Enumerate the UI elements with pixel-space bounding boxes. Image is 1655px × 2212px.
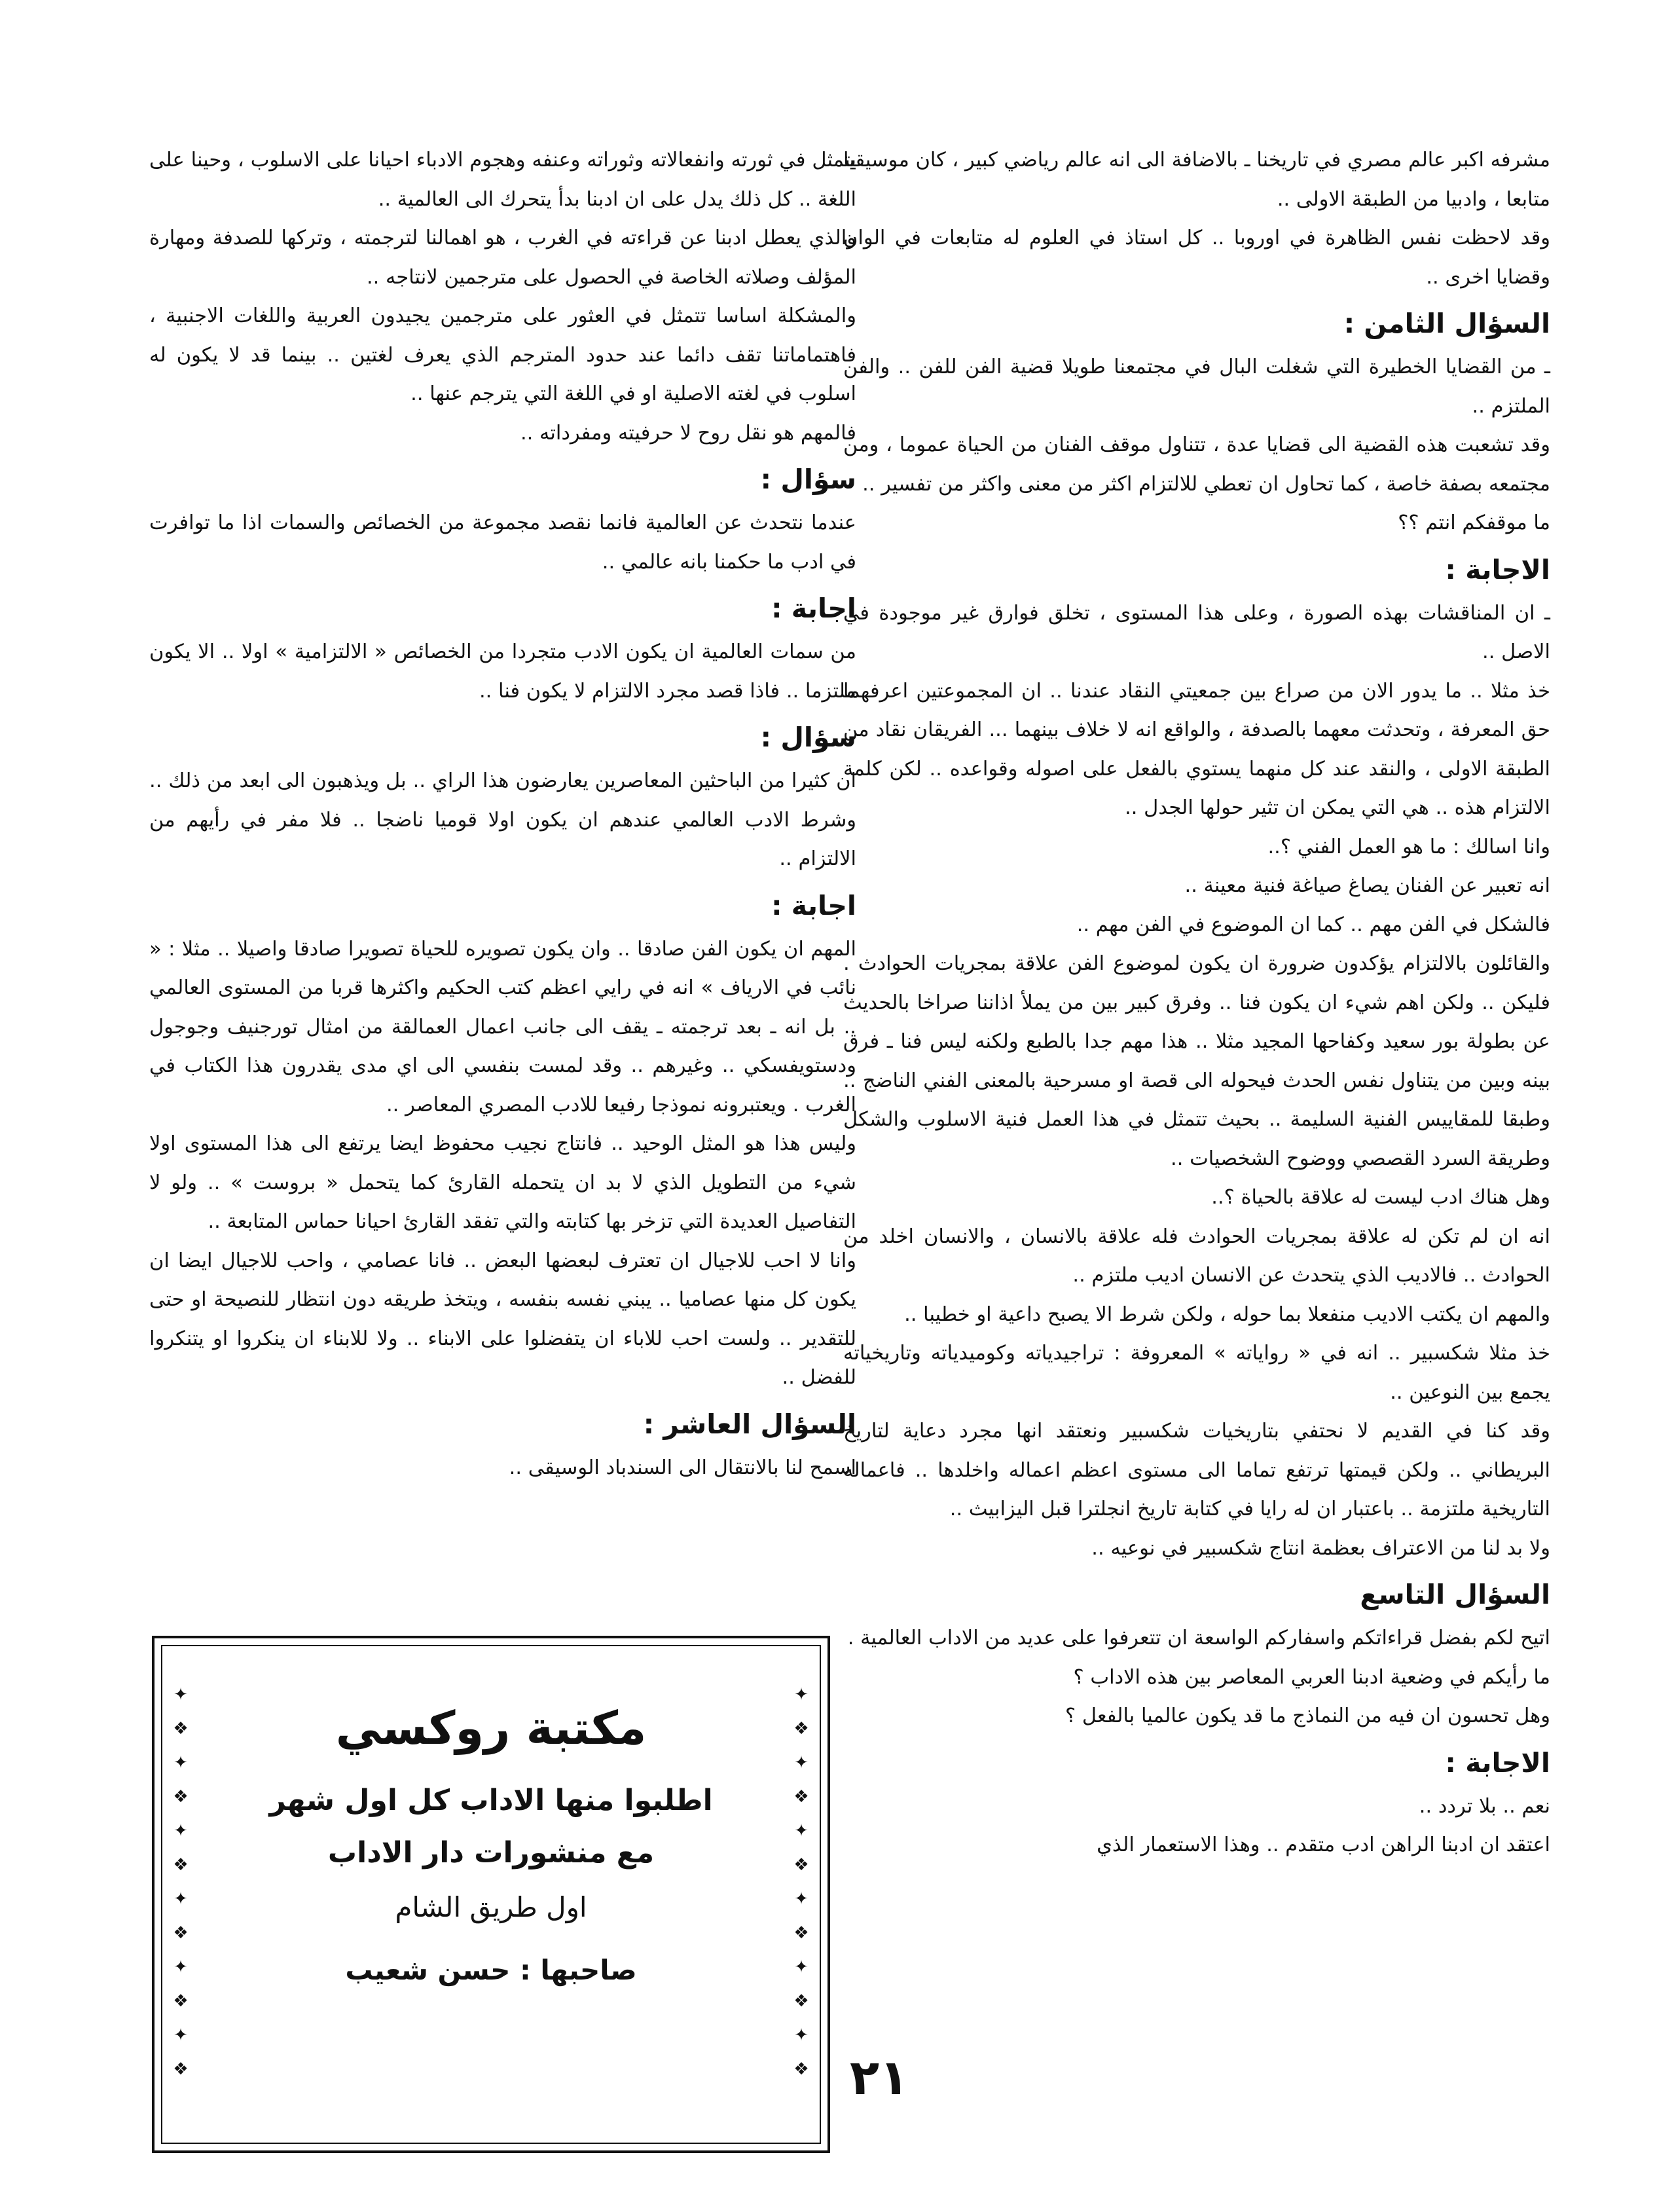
paragraph: خذ مثلا .. ما يدور الان من صراع بين جمعيتي النقاد عندنا .. ان المجموعتين اعرفهما حق المعرفة ، وتحدثت معهما بالصدفة ، والواقع انه لا خلاف بينهما ... الفريقان نقاد من الطبقة الاولى ، والنقد عند كل منهما يستوي بالفعل على اصوله وقواعده .. لكن كلمة الالتزام هذه .. هي التي يمكن ان تثير حولها الجدل .. <box>843 679 1550 819</box>
paragraph: اتيح لكم بفضل قراءاتكم واسفاركم الواسعة ان تتعرفوا على عديد من الاداب العالمية . <box>847 1627 1550 1650</box>
ad-line-3: اول طريق الشام <box>395 1891 587 1923</box>
paragraph: فالمهم هو نقل روح لا حرفيته ومفرداته .. <box>520 421 856 445</box>
paragraph: انه تعبير عن الفنان يصاغ صياغة فنية معينة .. <box>1184 874 1550 897</box>
page-number: ٢١ <box>850 2050 909 2106</box>
section-heading: اجابة : <box>771 889 856 921</box>
ornament-border-left: ✦ ❖ ✦ ❖ ✦ ❖ ✦ ❖ ✦ ❖ ✦ ❖ <box>173 1685 189 2079</box>
paragraph: وهل هناك ادب ليست له علاقة بالحياة ؟.. <box>1211 1186 1550 1209</box>
section-heading: السؤال الثامن : <box>1343 308 1550 339</box>
section-heading: السؤال التاسع <box>1360 1579 1550 1610</box>
section-heading: الاجابة : <box>1445 1746 1550 1779</box>
right-column <box>843 141 1550 1865</box>
paragraph: وانا اسالك : ما هو العمل الفني ؟.. <box>1267 835 1550 858</box>
section-heading: سؤال : <box>760 722 856 753</box>
paragraph: مشرفه اكبر عالم مصري في تاريخنا ـ بالاضافة الى انه عالم رياضي كبير ، كان موسيقيا متابعا ، وادبيا من الطبقة الاولى .. <box>843 149 1550 211</box>
advertisement-inner-frame <box>161 1645 821 2144</box>
paragraph: عندما نتحدث عن العالمية فانما نقصد مجموعة من الخصائص والسمات اذا ما توافرت في ادب ما حكمنا بانه عالمي .. <box>149 511 856 574</box>
ornament-border-right: ✦ ❖ ✦ ❖ ✦ ❖ ✦ ❖ ✦ ❖ ✦ ❖ <box>793 1685 809 2079</box>
section-heading: اجابة : <box>771 593 856 624</box>
ad-line-1: اطلبوا منها الاداب كل اول شهر <box>269 1784 713 1817</box>
ad-line-2: مع منشورات دار الاداب <box>327 1836 655 1870</box>
paragraph: ما رأيكم في وضعية ادبنا العربي المعاصر بين هذه الاداب ؟ <box>1073 1665 1550 1689</box>
paragraph: نعم .. بلا تردد .. <box>1419 1794 1550 1818</box>
paragraph: ان كثيرا من الباحثين المعاصرين يعارضون هذا الراي .. بل ويذهبون الى ابعد من ذلك .. وشرط الادب العالمي عندهم ان يكون اولا قوميا ناضجا .. فلا مفر في رأيهم من الالتزام .. <box>149 769 856 870</box>
paragraph: خذ مثلا شكسبير .. انه في « رواياته » المعروفة : تراجيدياته وكوميدياته وتاريخياته يجمع بين النوعين .. <box>843 1342 1550 1404</box>
section-heading: الاجابة : <box>1445 553 1550 585</box>
paragraph: وقد تشعبت هذه القضية الى قضايا عدة ، تتناول موقف الفنان من الحياة عموما ، ومن مجتمعه بصفة خاصة ، كما تحاول ان تعطي للالتزام اكثر من معنى واكثر من تفسير .. <box>843 433 1550 496</box>
paragraph: وانا لا احب للاجيال ان تعترف لبعضها البعض .. فانا عصامي ، واحب للاجيال ايضا ان يكون كل منها عصاميا .. يبني نفسه بنفسه ، ويتخذ طريقه دون انتظار للنصيحة او حتى للتقدير .. ولست احب للاباء ان يتفضلوا على الابناء .. ولا للابناء ان ينكروا او يتنكروا للفضل .. <box>149 1249 856 1389</box>
paragraph: وهل تحسون ان فيه من النماذج ما قد يكون عالميا بالفعل ؟ <box>1065 1705 1550 1727</box>
paragraph: وقد لاحظت نفس الظاهرة في اوروبا .. كل استاذ في العلوم له متابعات في الوان وقضايا اخرى .. <box>843 227 1550 289</box>
paragraph: المهم ان يكون الفن صادقا .. وان يكون تصويره للحياة تصويرا صادقا واصيلا .. مثلا : « نائب في الارياف » انه في رايي اعظم كتب الحكيم واكثرها قربا من المستوى العالمي .. بل انه ـ بعد ترجمته ـ يقف الى جانب اعمال العمالقة من امثال تورجنيف وجوجول ودستويفسكي .. وغيرهم .. وقد لمست بنفسي الى اي مدى يقدرون هذا الكتاب في الغرب . ويعتبرونه نموذجا رفيعا للادب المصري المعاصر .. <box>149 937 856 1116</box>
paragraph: وقد كنا في القديم لا نحتفي بتاريخيات شكسبير ونعتقد انها مجرد دعاية لتاريخ البريطاني .. ولكن قيمتها ترتفع تماما الى مستوى اعظم اعماله واخلدها .. فاعماله التاريخية ملتزمة .. باعتبار ان له رايا في كتابة تاريخ انجلترا قبل اليزابيث .. <box>843 1420 1550 1521</box>
paragraph: من سمات العالمية ان يكون الادب متجردا من الخصائص « الالتزامية » اولا .. الا يكون ملتزما .. فاذا قصد مجرد الالتزام لا يكون فنا .. <box>149 640 856 703</box>
paragraph: يتمثل في ثورته وانفعالاته وثوراته وعنفه وهجوم الادباء احيانا على الاسلوب ، وحينا على اللغة .. كل ذلك يدل على ان ادبنا بدأ يتحرك الى العالمية .. <box>149 149 856 211</box>
paragraph: ـ من القضايا الخطيرة التي شغلت البال في مجتمعنا طويلا قضية الفن للفن .. والفن الملتزم .. <box>843 356 1550 418</box>
paragraph: والذي يعطل ادبنا عن قراءته في الغرب ، هو اهمالنا لترجمته ، وتركها للصدفة ومهارة المؤلف وصلاته الخاصة في الحصول على مترجمين لانتاجه .. <box>149 227 856 289</box>
paragraph: ـ ان المناقشات بهذه الصورة ، وعلى هذا المستوى ، تخلق فوارق غير موجودة في الاصل .. <box>843 601 1550 663</box>
ad-line-4: صاحبها : حسن شعيب <box>345 1954 637 1986</box>
paragraph: ولا بد لنا من الاعتراف بعظمة انتاج شكسبير في نوعيه .. <box>1091 1536 1550 1560</box>
ad-title: مكتبة روكسي <box>335 1701 647 1755</box>
paragraph: والمهم ان يكتب الاديب منفعلا بما حوله ، ولكن شرط الا يصبح داعية او خطيبا .. <box>904 1302 1550 1326</box>
paragraph: والقائلون بالالتزام يؤكدون ضرورة ان يكون لموضوع الفن علاقة بمجريات الحوادث . فليكن .. ولكن اهم شيء ان يكون فنا .. وفرق كبير بين من يملأ اذاننا صراخا بالحديث عن بطولة بور سعيد وكفاحها المجيد مثلا .. هذا مهم جدا بالطبع ولكنه ليس فنا ـ فرق بينه وبين من يتناول نفس الحدث فيحوله الى قصة او مسرحية بالمعنى الفني الناضج .. وطبقا للمقاييس الفنية السليمة .. بحيث تتمثل في هذا العمل فنية الاسلوب والشكل وطريقة السرد القصصي ووضوح الشخصيات .. <box>843 952 1550 1170</box>
bookshop-advertisement <box>152 1636 830 2153</box>
paragraph: والمشكلة اساسا تتمثل في العثور على مترجمين يجيدون العربية واللغات الاجنبية ، فاهتماماتنا تقف دائما عند حدود المترجم الذي يعرف لغتين .. بينما قد لا يكون له اسلوب في لغته الاصلية او في اللغة التي يترجم عنها .. <box>149 304 856 405</box>
paragraph: فالشكل في الفن مهم .. كما ان الموضوع في الفن مهم .. <box>1076 913 1550 936</box>
paragraph: انه ان لم تكن له علاقة بمجريات الحوادث فله علاقة بالانسان ، والانسان اخلد من الحوادث .. فالاديب الذي يتحدث عن الانسان اديب ملتزم .. <box>843 1225 1550 1287</box>
paragraph: ما موقفكم انتم ؟؟ <box>1398 511 1550 534</box>
paragraph: اسمح لنا بالانتقال الى السندباد الوسيقى .. <box>509 1456 856 1479</box>
section-heading: السؤال العاشر : <box>643 1408 856 1440</box>
left-column <box>149 141 856 1487</box>
section-heading: سؤال : <box>760 464 856 495</box>
paragraph: اعتقد ان ادبنا الراهن ادب متقدم .. وهذا الاستعمار الذي <box>1097 1834 1550 1856</box>
paragraph: وليس هذا هو المثل الوحيد .. فانتاج نجيب محفوظ ايضا يرتفع الى هذا المستوى اولا شيء من التطويل الذي لا بد ان يتحمله القارئ كما يتحمل « بروست » .. ولو لا التفاصيل العديدة التي تزخر بها كتابته والتي تفقد القارئ احيانا حماس المتابعة .. <box>149 1132 856 1233</box>
